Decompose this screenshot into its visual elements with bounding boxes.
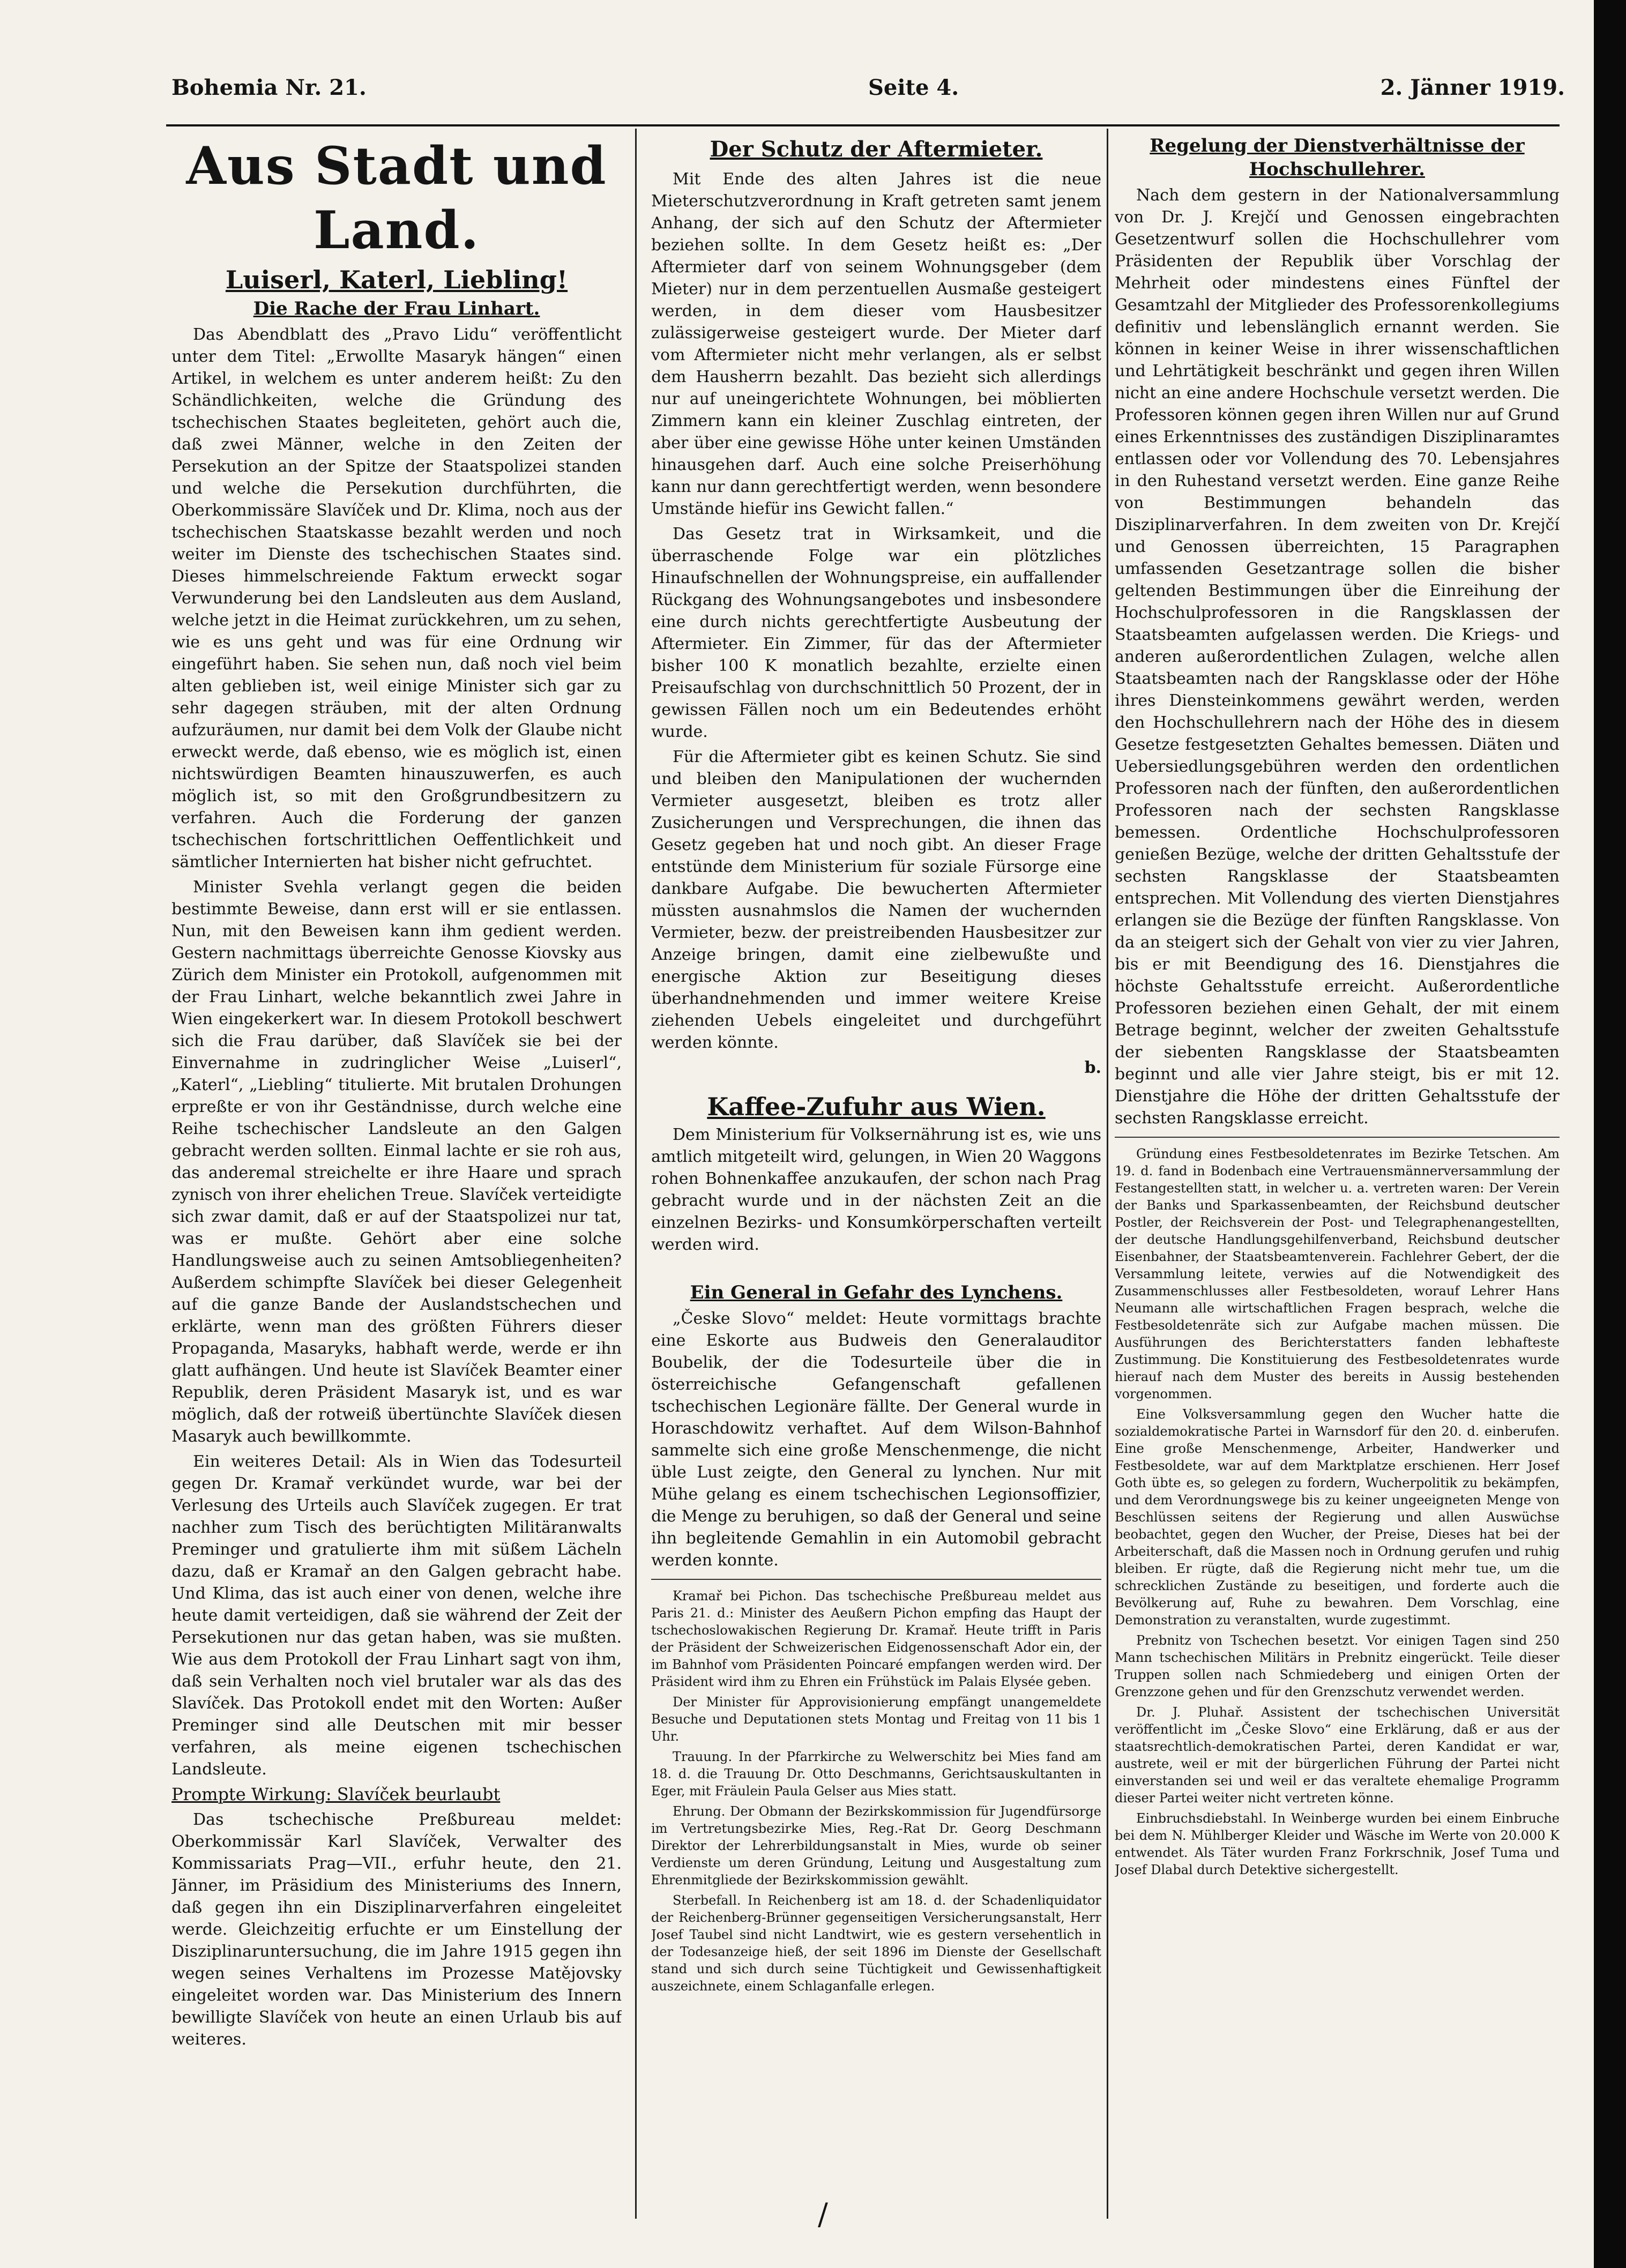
author-sign: b.	[1084, 1058, 1101, 1077]
paragraph: Nach dem gestern in der Nationalversammlung von Dr. J. Krejčí und Genossen eingebrachten Gesetzentwurf sollen die Hochschullehrer vom Präsidenten der Republik über Vorschlag der Mehrheit oder mindestens eines Fünftel der Gesamtzahl der Mitglieder des Professorenkollegiums definitiv und lebenslänglich ernannt werden. Sie können in keiner Weise in ihrer wissenschaftlichen und Lehrtätigkeit beschränkt und gegen ihren Willen nicht an eine andere Hochschule versetzt werden. Die Professoren können gegen ihren Willen nur auf Grund eines Erkenntnisses des zuständigen Disziplinaramtes entlassen oder vor Vollendung des 70. Lebensjahres in den Ruhestand versetzt werden. Eine ganze Reihe von Bestimmungen behandeln das Disziplinarverfahren. In dem zweiten von Dr. Krejčí und Genossen überreichten, 15 Paragraphen umfassenden Gesetzantrage sollen die bisher geltenden Bestimmungen über die Einreihung der Hochschulprofessoren in die Rangsklassen der Staatsbeamten aufgelassen werden. Die Kriegs- und anderen außerordentlichen Zulagen, welche allen Staatsbeamten nach der Rangsklasse oder der Höhe ihres Diensteinkommens gewährt werden, werden den Hochschullehrern nach der Höhe des in diesem Gesetze festgesetzten Gehaltes bemessen. Diäten und Uebersiedlungsgebühren werden den ordentlichen Professoren nach der fünften, den außerordentlichen Professoren nach der sechsten Rangsklasse bemessen. Ordentliche Hochschulprofessoren genießen Bezüge, welche der dritten Gehaltsstufe der sechsten Rangsklasse der Staatsbeamten entsprechen. Mit Vollendung des vierten Dienstjahres erlangen sie die Bezüge der fünften Rangsklasse. Von da an steigert sich der Gehalt von vier zu vier Jahren, bis er mit Beendigung des 16. Dienstjahres die höchste Gehaltsstufe erreicht. Außerordentliche Professoren beziehen einen Gehalt, der mit einem Betrage beginnt, welcher der zweiten Gehaltsstufe der siebenten Rangsklasse der Staatsbeamten beginnt und alle vier Jahre steigt, bis er mit 12. Dienstjahre die Höhe der dritten Gehaltsstufe der sechsten Rangsklasse erreicht.	[1115, 186, 1560, 1128]
news-item: Prebnitz von Tschechen besetzt. Vor einigen Tagen sind 250 Mann tschechischen Militärs in Prebnitz eingerückt. Teile dieser Truppen sollen nach Schmiedeberg und einigen Orten der Grenzzone gehen und für den Grenzschutz verwendet werden.	[1115, 1633, 1560, 1699]
column-2	[651, 134, 1101, 1270]
news-item: Kramař bei Pichon. Das tschechische Preßbureau meldet aus Paris 21. d.: Minister des Aeußern Pichon empfing das Haupt der tschechoslowakischen Regierung Dr. Kramař. Heute trifft in Paris der Präsident der Schweizerischen Eidgenossenschaft Ador ein, der im Bahnhof vom Präsidenten Poincaré empfangen werden wird. Der Präsident wird ihm zu Ehren ein Frühstück im Palais Elysée geben.	[651, 1588, 1101, 1689]
divider	[651, 1579, 1101, 1580]
paragraph: Dem Ministerium für Volksernährung ist es, wie uns amtlich mitgeteilt wird, gelungen, in Wien 20 Waggons rohen Bohnenkaffee anzukaufen, der schon nach Prag gebracht wurde und in der nächsten Zeit an die einzelnen Bezirks- und Konsumkörperschaften verteilt werden wird.	[651, 1125, 1101, 1254]
article-headline: Prompte Wirkung: Slavíček beurlaubt	[171, 1784, 501, 1804]
column-1	[171, 134, 622, 2213]
page-number: Seite 4.	[868, 75, 959, 100]
paragraph: Für die Aftermieter gibt es keinen Schutz. Sie sind und bleiben den Manipulationen der wuchernden Vermieter ausgesetzt, bleiben es trotz aller Zusicherungen und Versprechungen, die ihnen das Gesetz gegeben hat und noch gibt. An dieser Frage entstünde dem Ministerium für soziale Fürsorge eine dankbare Aufgabe. Die bewucherten Aftermieter müssten ausnahmslos die Namen der wuchernden Vermieter, bezw. der preistreibenden Hausbesitzer zur Anzeige bringen, damit eine zielbewußte und energische Aktion zur Beseitigung dieses überhandnehmenden und immer weitere Kreise ziehenden Uebels eingeleitet und durchgeführt werden könnte.	[651, 748, 1101, 1052]
section-title: Aus Stadt und Land.	[186, 136, 607, 260]
paragraph: Minister Svehla verlangt gegen die beiden bestimmte Beweise, dann erst will er sie entlassen. Nun, mit den Beweisen kann ihm gedient werden. Gestern nachmittags überreichte Genosse Kiovsky aus Zürich dem Minister ein Protokoll, aufgenommen mit der Frau Linhart, welche bekanntlich zwei Jahre in Wien eingekerkert war. In diesem Protokoll beschwert sich die Frau darüber, daß Slavíček sie bei der Einvernahme in zudringlicher Weise „Luiserl“, „Katerl“, „Liebling“ titulierte. Mit brutalen Drohungen erpreßte er von ihr Geständnisse, durch welche eine Reihe tschechischer Landsleute an den Galgen gebracht werden sollten. Einmal lachte er sie roh aus, das anderemal streichelte er ihre Haare und sprach zynisch von ihrer ehelichen Treue. Slavíček verteidigte sich zwar damit, daß er auf der Staatspolizei nur tat, was er mußte. Gehört aber eine solche Handlungsweise auch zu seinen Amtsobliegenheiten? Außerdem schimpfte Slavíček bei dieser Gelegenheit auf die ganze Bande der Auslandstschechen und erklärte, wenn man des größten Führers dieser Propaganda, Masaryks, habhaft werde, werde er ihn glatt aufhängen. Und heute ist Slavíček Beamter einer Republik, deren Präsident Masaryk ist, und es war möglich, daß der rotweiß übertünchte Slavíček diesen Masaryk auch bewillkommte.	[171, 878, 622, 1446]
news-item: Ehrung. Der Obmann der Bezirkskommission für Jugendfürsorge im Vertretungsbezirke Mies, Reg.-Rat Dr. Georg Deschmann Direktor der Lehrerbildungsanstalt in Mies, wurde ob seiner Verdienste um deren Gründung, Leitung und Ausgestaltung zum Ehrenmitgliede der Bezirkskommission gewählt.	[651, 1804, 1101, 1887]
article-headline: Ein General in Gefahr des Lynchens.	[690, 1282, 1063, 1303]
article-headline: Der Schutz der Aftermieter.	[710, 137, 1043, 162]
paper-name: Bohemia Nr. 21.	[171, 75, 367, 100]
news-item: Eine Volksversammlung gegen den Wucher hatte die sozialdemokratische Partei in Warnsdorf für den 20. d. einberufen. Eine große Menschenmenge, Arbeiter, Handwerker und Festbesoldete, war auf dem Marktplatze erschienen. Herr Josef Goth übte es, so gelegen zu fordern, Wucherpolitik zu bekämpfen, und dem Verordnungswege bis zu keiner ungeeigneten Menge von Beschlüssen seitens der Regierung und allen Auswüchse beobachtet, gegen den Wucher, der Preise, Dieses hat bei der Arbeiterschaft, daß die Massen noch in Ordnung gerufen und ruhig bleiben. Er rügte, daß die Regierung nicht mehr tue, um die schrecklichen Zustände zu beseitigen, und forderte auch die Bevölkerung auf, Ruhe zu bewahren. Dem Vorschlag, eine Demonstration zu veranstalten, wurde zugestimmt.	[1115, 1407, 1560, 1628]
footer-mark: /	[818, 2197, 828, 2232]
paragraph: Das tschechische Preßbureau meldet: Oberkommissär Karl Slavíček, Verwalter des Kommissariats Prag—VII., erfuhr heute, den 21. Jänner, im Präsidium des Ministeriums des Innern, daß gegen ihn ein Disziplinarverfahren eingeleitet werde. Gleichzeitig erfuchte er um Einstellung der Disziplinaruntersuchung, die im Jahre 1915 gegen ihn wegen seines Verhaltens im Prozesse Matějovsky eingeleitet worden war. Das Ministerium des Innern bewilligte Slavíček von heute an einen Urlaub bis auf weiteres.	[171, 1810, 622, 2049]
article-headline: Kaffee-Zufuhr aus Wien.	[707, 1092, 1046, 1121]
column-2-lower	[651, 1281, 1101, 2213]
news-item: Gründung eines Festbesoldetenrates im Bezirke Tetschen. Am 19. d. fand in Bodenbach eine Vertrauensmännerversammlung der Festangestellten statt, in welcher u. a. vertreten waren: Der Verein der Banks und Sparkassenbeamten, der Reichsbund deutscher Postler, der Reichsverein der Post- und Telegraphenangestellten, der deutsche Handlungsgehilfenverband, Reichsbund deutscher Eisenbahner, der Staatsbeamtenverein. Fachlehrer Gebert, der die Versammlung leitete, verwies auf die Notwendigkeit des Zusammenschlusses aller Festbesoldeten, worauf Lehrer Hans Neumann alle wirtschaftlichen Fragen besprach, welche die Festbesoldetenräte sich zur Aufgabe machen müssen. Die Ausführungen des Berichterstatters fanden lebhafteste Zustimmung. Die Konstituierung des Festbesoldetenrates wurde hierauf nach dem Muster des bereits in Aussig bestehenden vorgenommen.	[1115, 1146, 1560, 1401]
news-item: Sterbefall. In Reichenberg ist am 18. d. der Schadenliquidator der Reichenberg-Brünner gegenseitigen Versicherungsanstalt, Herr Josef Taubel sind nicht Landtwirt, wie es gestern versehentlich in der Todesanzeige hieß, der seit 1896 im Dienste der Gesellschaft stand und sich durch seine Tüchtigkeit und Gewissenhaftigkeit auszeichnete, einem Schlaganfalle erlegen.	[651, 1893, 1101, 1994]
column-rule-2	[1107, 129, 1108, 2219]
page-header	[171, 75, 1565, 118]
issue-date: 2. Jänner 1919.	[1380, 75, 1565, 100]
divider	[1115, 1137, 1560, 1138]
scan-edge-shadow	[1594, 0, 1626, 2268]
paragraph: „Česke Slovo“ meldet: Heute vormittags brachte eine Eskorte aus Budweis den Generalauditor Boubelik, der die Todesurteile über die in österreichische Gefangenschaft gefallenen tschechischen Legionäre fällte. Der General wurde in Horaschdowitz verhaftet. Auf dem Wilson-Bahnhof sammelte sich eine große Menschenmenge, die nicht üble Lust zeigte, den General zu lynchen. Nur mit Mühe gelang es einem tschechischen Legionsoffizier, die Menge zu beruhigen, so daß der General und seine ihn begleitende Gemahlin in ein Automobil gebracht werden konnte.	[651, 1309, 1101, 1570]
paragraph: Ein weiteres Detail: Als in Wien das Todesurteil gegen Dr. Kramař verkündet wurde, war bei der Verlesung des Urteils auch Slavíček zugegen. Er trat nachher zum Tisch des berüchtigten Militäranwalts Preminger und gratulierte ihm mit süßem Lächeln dazu, daß er Kramař an den Galgen gebracht habe. Und Klima, das ist auch einer von denen, welche ihre heute damit verteidigen, daß sie während der Zeit der Persekutionen nur das getan haben, was sie mußten. Wie aus dem Protokoll der Frau Linhart sagt von ihm, daß sein Verhalten noch viel brutaler war als das des Slavíček. Das Protokoll endet mit den Worten: Außer Preminger sind alle Deutschen mit mir besser verfahren, als meine eigenen tschechischen Landsleute.	[171, 1452, 622, 1779]
article-headline: Luiserl, Katerl, Liebling!	[225, 265, 568, 294]
paragraph: Das Gesetz trat in Wirksamkeit, und die überraschende Folge war ein plötzliches Hinaufschnellen der Wohnungspreise, ein auffallender Rückgang des Wohnungsangebotes und insbesondere eine durch nichts gerechtfertigte Ausbeutung der Aftermieter. Ein Zimmer, für das der Aftermieter bisher 100 K monatlich bezahlte, erzielte einen Preisaufschlag von durchschnittlich 50 Prozent, der in gewissen Fällen noch um ein Bedeutendes erhöht wurde.	[651, 525, 1101, 741]
header-rule	[166, 124, 1560, 126]
column-3	[1115, 134, 1560, 2213]
news-item: Dr. J. Pluhař. Assistent der tschechischen Universität veröffentlicht im „Česke Slovo“ eine Erklärung, daß er aus der staatsrechtlich-demokratischen Partei, deren Kandidat er war, austrete, weil er mit der bürgerlichen Führung der Partei nicht einverstanden sei und weil er das veraltete ehemalige Programm dieser Partei weiter nicht vertreten könne.	[1115, 1705, 1560, 1806]
news-item: Trauung. In der Pfarrkirche zu Welwerschitz bei Mies fand am 18. d. die Trauung Dr. Otto Deschmanns, Gerichtsauskultanten in Eger, mit Fräulein Paula Gelser aus Mies statt.	[651, 1749, 1101, 1799]
column-rule-1	[635, 129, 637, 2219]
paragraph: Das Abendblatt des „Pravo Lidu“ veröffentlicht unter dem Titel: „Erwollte Masaryk hängen“ einen Artikel, in welchem es unter anderem heißt: Zu den Schändlichkeiten, welche die Gründung des tschechischen Staates begleiteten, gehört auch die, daß zwei Männer, welche in den Zeiten der Persekution an der Spitze der Staatspolizei standen und welche die Persekution durchführten, die Oberkommissäre Slavíček und Dr. Klima, noch aus der tschechischen Staatskasse bezahlt werden und noch weiter im Dienste des tschechischen Staates sind. Dieses himmelschreiende Faktum erweckt sogar Verwunderung bei den Landsleuten aus dem Ausland, welche jetzt in die Heimat zurückkehren, um zu sehen, wie es uns geht und was für eine Ordnung wir eingeführt haben. Sie sehen nun, daß noch viel beim alten geblieben ist, weil einige Minister sich gar zu sehr dagegen sträuben, mit der alten Ordnung aufzuräumen, nur damit bei dem Volk der Glaube nicht erweckt werde, daß ebenso, wie es möglich ist, einen nichtswürdigen Beamten hinauszuwerfen, es auch möglich ist, so mit den Großgrundbesitzern zu verfahren. Auch die Forderung der ganzen tschechischen fortschrittlichen Oeffentlichkeit und sämtlicher Internierten hat bisher nicht gefruchtet.	[171, 325, 622, 871]
paragraph: Mit Ende des alten Jahres ist die neue Mieterschutzverordnung in Kraft getreten samt jenem Anhang, der sich auf den Schutz der Aftermieter beziehen sollte. In dem Gesetz heißt es: „Der Aftermieter darf von seinem Wohnungsgeber (dem Mieter) nur in dem perzentuellen Ausmaße gesteigert werden, in dem dieser vom Hausbesitzer zulässigerweise gesteigert wurde. Der Mieter darf vom Aftermieter nicht mehr verlangen, als er selbst dem Hausherrn bezahlt. Das bezieht sich allerdings nur auf uneingerichtete Wohnungen, bei möblierten Zimmern kann ein kleiner Zuschlag eintreten, der aber über eine gewisse Höhe unter keinen Umständen hinausgehen darf. Auch eine solche Preiserhöhung kann nur dann gerechtfertigt werden, wenn besondere Umstände hiefür ins Gewicht fallen.“	[651, 170, 1101, 518]
article-headline: Regelung der Dienstverhältnisse der Hochschullehrer.	[1150, 135, 1525, 180]
news-item: Der Minister für Approvisionierung empfängt unangemeldete Besuche und Deputationen stets Montag und Freitag von 11 bis 1 Uhr.	[651, 1695, 1101, 1744]
article-subhead: Die Rache der Frau Linhart.	[253, 298, 540, 319]
news-item: Einbruchsdiebstahl. In Weinberge wurden bei einem Einbruche bei dem N. Mühlberger Kleider und Wäsche im Werte von 20.000 K entwendet. Als Täter wurden Franz Forkrschnik, Josef Tuma und Josef Dlabal durch Detektive sichergestellt.	[1115, 1811, 1560, 1877]
